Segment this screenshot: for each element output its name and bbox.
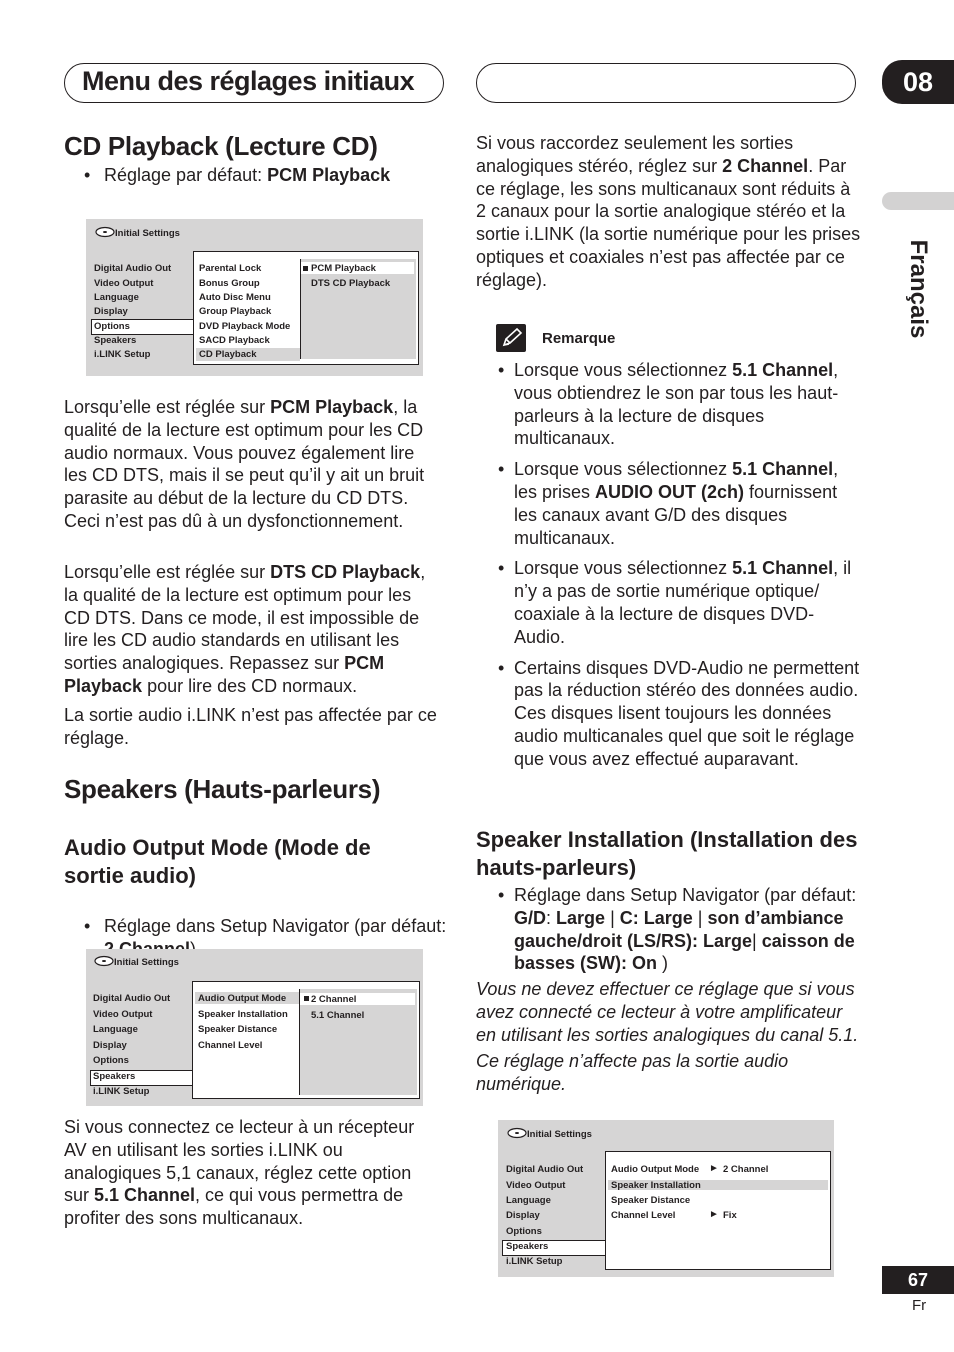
disc-icon (94, 955, 114, 970)
page-number: 67 (882, 1266, 954, 1294)
opt-dts-cd-playback[interactable]: DTS CD Playback (311, 278, 391, 289)
page-lang: Fr (912, 1297, 927, 1314)
chapter-number: 08 (882, 60, 954, 104)
screen-title: Initial Settings (527, 1129, 592, 1140)
selected-square-icon (304, 996, 309, 1001)
note-pencil-icon (496, 324, 526, 352)
menu-display[interactable]: Display (93, 1040, 127, 1051)
sub-dvd-playback-mode[interactable]: DVD Playback Mode (199, 321, 291, 332)
note-item: • Lorsque vous sélectionnez 5.1 Channel, vous obtiendrez le son par tous les haut-parleurs à la lecture de disques multicanaux. (476, 359, 861, 450)
paragraph-51-channel: Si vous connectez ce lecteur à un récepteur AV en utilisant les sorties i.LINK ou analogiques 5,1 canaux, réglez cette option sur 5.1 Channel, ce qui vous permettra de profiter des sons multicanaux. (64, 1117, 415, 1229)
sub-bonus-group[interactable]: Bonus Group (199, 278, 260, 289)
menu-ilink-setup[interactable]: i.LINK Setup (94, 349, 151, 360)
note-item: • Certains disques DVD-Audio ne permettent pas la réduction stéréo des données audio. Ces disques lisent toujours les données audio multicanales quel que soit le réglage que vous avez effectué auparavant. (476, 657, 861, 771)
sub-channel-level[interactable]: Channel Level (611, 1210, 676, 1221)
value-audio-output-mode: 2 Channel (723, 1164, 769, 1175)
note-item: • Lorsque vous sélectionnez 5.1 Channel, il n’y a pas de sortie numérique optique/ coaxiale à la lecture de disques DVD-Audio. (476, 557, 861, 648)
sub-channel-level[interactable]: Channel Level (198, 1040, 263, 1051)
sub-audio-output-mode[interactable]: Audio Output Mode (198, 993, 287, 1004)
section-title-cd-playback: CD Playback (Lecture CD) (64, 131, 378, 161)
arrow-right-icon: ► (709, 1163, 719, 1174)
aom-default-setting: • Réglage dans Setup Navigator (par défaut: (82, 915, 449, 961)
screen-audio-output-mode (86, 949, 423, 1106)
menu-language[interactable]: Language (506, 1195, 551, 1206)
screen-title: Initial Settings (115, 228, 180, 239)
sub-group-playback[interactable]: Group Playback (199, 306, 272, 317)
language-label: Français (905, 239, 932, 339)
paragraph-pcm: Lorsqu’elle est réglée sur PCM Playback, la qualité de la lecture est optimum pour les CD audio normaux. Vous pouvez également lire les CD DTS, mais il se peut qu’il y ait un bruit parasite au début de la lecture du CD DTS. Ceci n’est pas dû à un dysfonctionnement. (64, 397, 425, 531)
disc-icon (95, 226, 115, 241)
note-item: • Lorsque vous sélectionnez 5.1 Channel, les prises AUDIO OUT (2ch) fournissent les canaux avant G/D des disques multicanaux. (476, 458, 861, 549)
sub-speaker-distance[interactable]: Speaker Distance (198, 1024, 278, 1035)
menu-digital-audio-out[interactable]: Digital Audio Out (506, 1164, 584, 1175)
menu-display[interactable]: Display (506, 1210, 540, 1221)
menu-ilink-setup[interactable]: i.LINK Setup (506, 1256, 563, 1267)
sub-auto-disc-menu[interactable]: Auto Disc Menu (199, 292, 271, 303)
menu-video-output[interactable]: Video Output (94, 278, 154, 289)
menu-language[interactable]: Language (94, 292, 139, 303)
subsection-title-speaker-installation: Speaker Installation (Installation des hauts-parleurs) (476, 827, 858, 880)
cd-default-setting: • Réglage par défaut: PCM Playback (82, 164, 954, 187)
paragraph-dts: Lorsqu’elle est réglée sur DTS CD Playback, la qualité de la lecture est optimum pour les CD DTS. Dans ce mode, il est impossible de lire les CD audio standards en utilisant les sorties analogiques. Repassez sur PCM Playback pour lire des CD normaux. (64, 562, 426, 696)
menu-language[interactable]: Language (93, 1024, 138, 1035)
screen-title: Initial Settings (114, 957, 179, 968)
menu-speakers[interactable]: Speakers (506, 1241, 549, 1252)
menu-ilink-setup[interactable]: i.LINK Setup (93, 1086, 150, 1097)
notes-list (476, 359, 861, 779)
menu-digital-audio-out[interactable]: Digital Audio Out (93, 993, 171, 1004)
paragraph-ilink: La sortie audio i.LINK n’est pas affectée par ce réglage. (64, 705, 437, 748)
selected-square-icon (303, 266, 308, 271)
disc-icon (507, 1127, 527, 1142)
opt-2-channel[interactable]: 2 Channel (311, 994, 357, 1005)
header-title: Menu des réglages initiaux (82, 66, 415, 96)
arrow-right-icon: ► (709, 1209, 719, 1220)
opt-pcm-playback[interactable]: PCM Playback (311, 263, 376, 274)
sub-sacd-playback[interactable]: SACD Playback (199, 335, 270, 346)
italic-note-2: Ce réglage n’affecte pas la sortie audio numérique. (476, 1051, 789, 1094)
menu-display[interactable]: Display (94, 306, 128, 317)
sub-audio-output-mode[interactable]: Audio Output Mode (611, 1164, 700, 1175)
screen-cd-playback (86, 219, 423, 376)
menu-video-output[interactable]: Video Output (93, 1009, 153, 1020)
side-tab (882, 192, 954, 210)
value-channel-level: Fix (723, 1210, 737, 1221)
si-default-setting: • Réglage dans Setup Navigator (par défaut: G/D: Large | C: Large | son d’ambiance gauche/droit (LS/RS): Large| caisson de basses (SW): On ) (476, 884, 861, 975)
section-title-speakers: Speakers (Hauts-parleurs) (64, 774, 381, 804)
sub-parental-lock[interactable]: Parental Lock (199, 263, 262, 274)
screen-speaker-installation (498, 1120, 834, 1277)
menu-options[interactable]: Options (506, 1226, 542, 1237)
opt-5-1-channel[interactable]: 5.1 Channel (311, 1010, 365, 1021)
options-panel (300, 259, 416, 359)
subsection-title-audio-output-mode: Audio Output Mode (Mode de sortie audio) (64, 835, 371, 888)
paragraph-2-channel: Si vous raccordez seulement les sorties analogiques stéréo, réglez sur 2 Channel. Par ce réglage, les sons multicanaux sont réduits à 2 canaux pour la sortie analogique stéréo et la sortie i.LINK (la sortie numérique pour les prises optiques et coaxiales n’est pas affectée par ce réglage). (476, 133, 861, 290)
sub-speaker-distance[interactable]: Speaker Distance (611, 1195, 691, 1206)
sub-speaker-installation[interactable]: Speaker Installation (611, 1180, 701, 1191)
menu-options[interactable]: Options (94, 321, 130, 332)
menu-speakers[interactable]: Speakers (93, 1071, 136, 1082)
menu-digital-audio-out[interactable]: Digital Audio Out (94, 263, 172, 274)
header-empty-box (476, 63, 856, 103)
italic-note-1: Vous ne devez effectuer ce réglage que si vous avez connecté ce lecteur à votre amplificateur en utilisant les sorties analogiques du canal 5.1. (476, 979, 859, 1045)
note-label: Remarque (542, 330, 616, 347)
menu-speakers[interactable]: Speakers (94, 335, 137, 346)
sub-speaker-installation[interactable]: Speaker Installation (198, 1009, 288, 1020)
menu-video-output[interactable]: Video Output (506, 1180, 566, 1191)
sub-cd-playback[interactable]: CD Playback (199, 349, 257, 360)
menu-options[interactable]: Options (93, 1055, 129, 1066)
